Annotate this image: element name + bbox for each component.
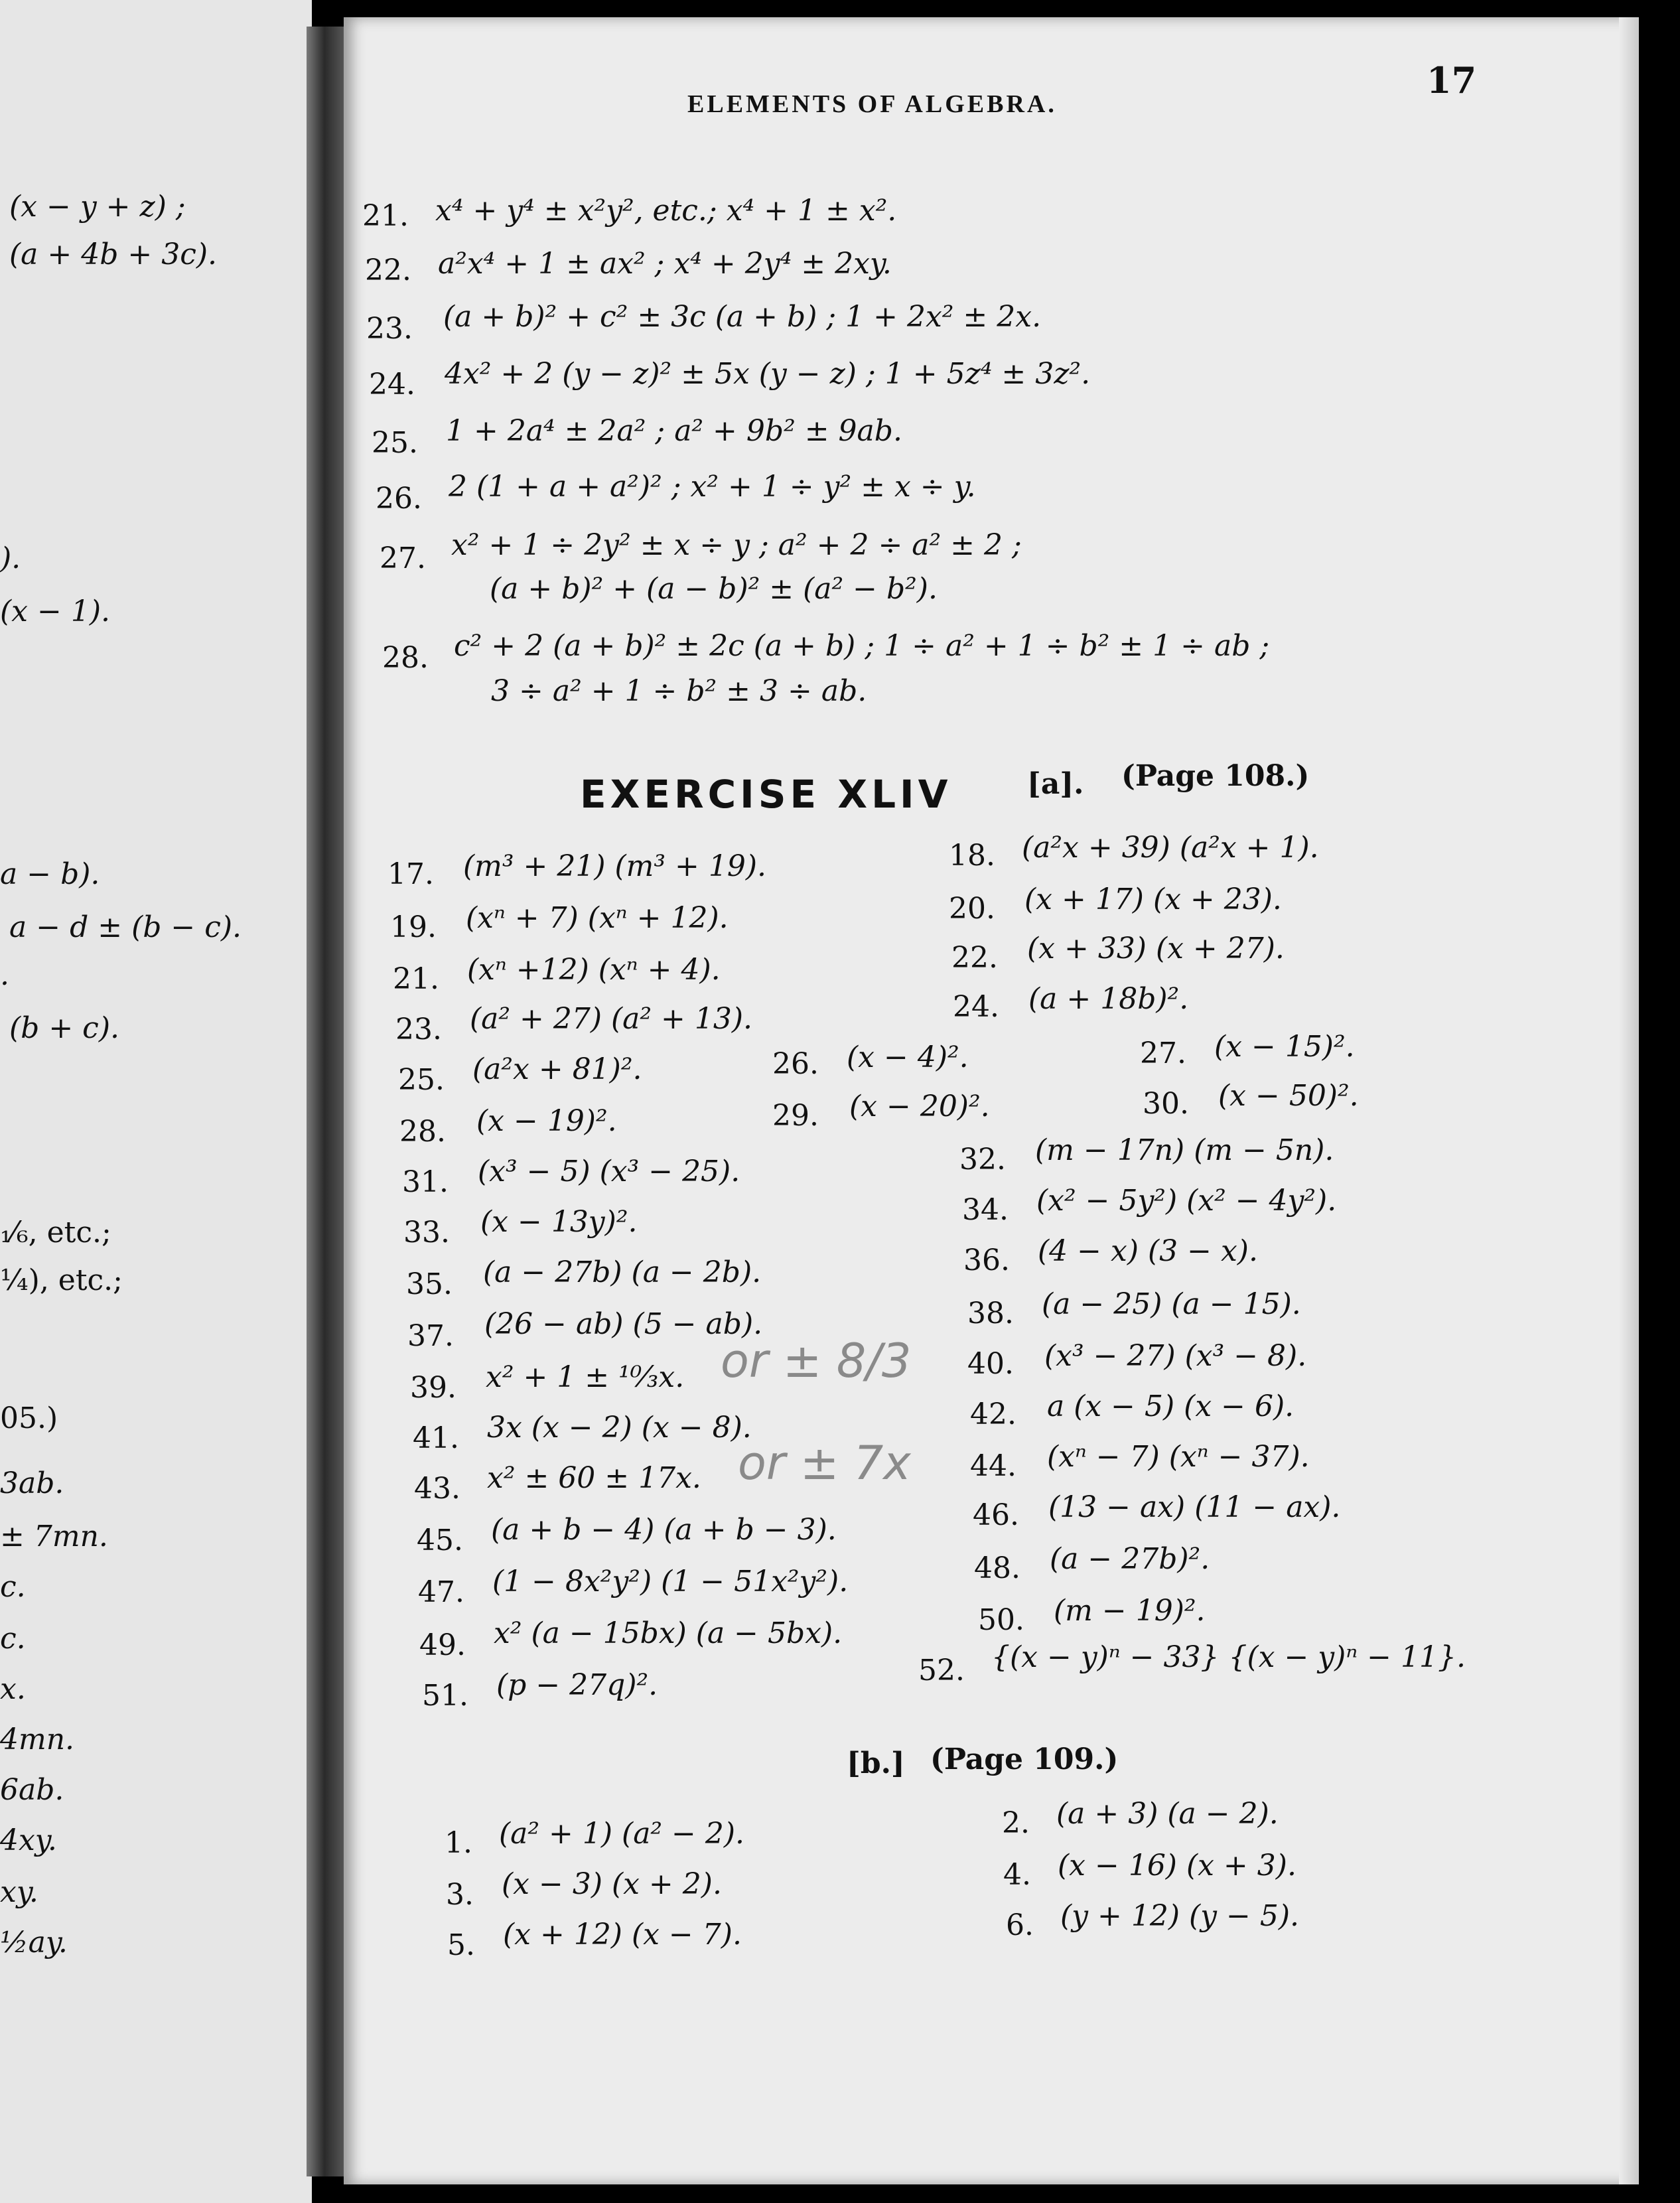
item-number: 4. [1003, 1858, 1031, 1892]
item-number: 20. [949, 892, 995, 926]
item-expression: (a²x + 81)². [472, 1052, 642, 1086]
item-expression: (x − 13y)². [480, 1205, 638, 1239]
left-line: (b + c). [9, 1011, 119, 1045]
item-number: 2. [1002, 1806, 1030, 1840]
exercise-page-ref: (Page 108.) [1121, 759, 1310, 793]
item-expression: (a² + 27) (a² + 13). [470, 1002, 753, 1036]
left-line: (x − y + z) ; [9, 190, 186, 224]
item-expression: (x − 20)². [849, 1090, 990, 1123]
item-number: 50. [978, 1603, 1024, 1637]
item-number: 45. [417, 1524, 463, 1557]
left-line: ± 7mn. [0, 1520, 108, 1553]
item-expression: (xⁿ + 7) (xⁿ + 12). [466, 901, 729, 935]
item-expression: x² + 1 ± ¹⁰⁄₃x. [486, 1360, 685, 1394]
item-expression: (a + b)² + c² ± 3c (a + b) ; 1 + 2x² ± 2x. [443, 300, 1042, 334]
left-line: 6ab. [0, 1773, 64, 1807]
item-number: 34. [962, 1193, 1009, 1227]
left-line: 4xy. [0, 1823, 57, 1857]
item-expression: (x − 50)². [1218, 1079, 1359, 1113]
item-expression: (13 − ax) (11 − ax). [1048, 1490, 1341, 1524]
exercise-part: [b.] [847, 1746, 905, 1780]
left-line: 4mn. [0, 1723, 75, 1756]
item-number: 38. [967, 1297, 1014, 1330]
left-line: ). [0, 541, 21, 575]
item-number: 39. [410, 1371, 456, 1405]
left-line: (x − 1). [0, 595, 110, 628]
item-expression: a²x⁴ + 1 ± ax² ; x⁴ + 2y⁴ ± 2xy. [438, 247, 892, 281]
item-expression: x² + 1 ÷ 2y² ± x ÷ y ; a² + 2 ÷ a² ± 2 ; [451, 528, 1022, 562]
item-number: 51. [422, 1679, 468, 1713]
item-number: 27. [380, 541, 426, 575]
item-expression: (m − 19)². [1054, 1594, 1206, 1628]
item-number: 29. [772, 1099, 819, 1133]
item-number: 42. [970, 1397, 1016, 1431]
item-number: 22. [365, 253, 411, 287]
item-expression: 1 + 2a⁴ ± 2a² ; a² + 9b² ± 9ab. [446, 414, 902, 448]
item-expression: (m − 17n) (m − 5n). [1035, 1133, 1334, 1167]
item-number: 33. [403, 1216, 450, 1249]
item-expression: (x + 12) (x − 7). [503, 1918, 742, 1952]
item-expression: 2 (1 + a + a²)² ; x² + 1 ÷ y² ± x ÷ y. [449, 470, 976, 504]
item-expression: (x − 4)². [847, 1040, 969, 1074]
item-number: 37. [407, 1319, 454, 1353]
left-line: ₁⁄₆, etc.; [0, 1216, 111, 1249]
item-expression: x² ± 60 ± 17x. [487, 1461, 701, 1495]
item-number: 3. [446, 1878, 474, 1912]
item-number: 27. [1140, 1036, 1186, 1070]
item-number: 52. [918, 1654, 965, 1687]
item-number: 1. [445, 1826, 472, 1860]
item-number: 28. [382, 641, 429, 675]
item-expression: (x³ − 5) (x³ − 25). [478, 1155, 740, 1188]
item-expression: (a − 27b) (a − 2b). [483, 1255, 762, 1289]
item-number: 22. [951, 941, 998, 975]
item-number: 46. [973, 1498, 1019, 1532]
item-number: 35. [406, 1267, 453, 1301]
item-number: 28. [399, 1115, 446, 1149]
item-number: 49. [419, 1628, 466, 1662]
item-number: 23. [366, 312, 413, 346]
item-expression-continued: (a + b)² + (a − b)² ± (a² − b²). [490, 572, 938, 606]
item-expression: x⁴ + y⁴ ± x²y², etc.; x⁴ + 1 ± x². [435, 194, 897, 228]
item-expression: {(x − y)ⁿ − 33} {(x − y)ⁿ − 11}. [991, 1640, 1466, 1674]
item-number: 48. [974, 1551, 1020, 1585]
item-number: 41. [413, 1421, 459, 1455]
handwritten-note: or ± 8/3 [721, 1334, 912, 1388]
item-expression: (x + 33) (x + 27). [1027, 932, 1285, 965]
left-line: a − d ± (b − c). [9, 910, 242, 944]
left-line: 3ab. [0, 1466, 64, 1500]
item-expression: (x² − 5y²) (x² − 4y²). [1036, 1184, 1337, 1218]
item-expression: 3x (x − 2) (x − 8). [487, 1411, 752, 1445]
item-expression: x² (a − 15bx) (a − 5bx). [494, 1616, 843, 1650]
item-expression: (p − 27q)². [496, 1668, 658, 1702]
right-page [344, 17, 1638, 2184]
item-number: 36. [963, 1244, 1010, 1277]
item-number: 24. [953, 990, 999, 1024]
item-number: 44. [970, 1449, 1016, 1483]
item-number: 32. [959, 1143, 1006, 1176]
item-expression: (26 − ab) (5 − ab). [484, 1307, 763, 1341]
item-expression: (x³ − 27) (x³ − 8). [1044, 1339, 1307, 1373]
exercise-part: [a]. [1027, 767, 1084, 801]
item-number: 5. [447, 1928, 475, 1962]
item-expression: (a + 18b)². [1028, 982, 1189, 1016]
item-expression: (x − 19)². [476, 1104, 617, 1138]
item-expression: (a + b − 4) (a + b − 3). [491, 1513, 837, 1547]
item-expression: (a + 3) (a − 2). [1056, 1797, 1279, 1831]
item-expression: c² + 2 (a + b)² ± 2c (a + b) ; 1 ÷ a² + 1 ÷ b² ± 1 ÷ ab ; [454, 629, 1270, 663]
book-gutter [307, 27, 346, 2176]
item-number: 40. [967, 1347, 1014, 1381]
item-number: 19. [390, 910, 437, 944]
left-line: ¼), etc.; [0, 1263, 123, 1297]
item-number: 24. [369, 368, 415, 401]
exercise-page-ref: (Page 109.) [930, 1742, 1119, 1776]
exercise-heading: EXERCISE XLIV [580, 772, 952, 817]
left-line: (a + 4b + 3c). [9, 238, 218, 271]
item-number: 31. [402, 1165, 449, 1199]
item-number: 18. [949, 839, 995, 873]
item-expression: (4 − x) (3 − x). [1038, 1234, 1258, 1268]
left-line: a − b). [0, 857, 100, 891]
left-line: c. [0, 1570, 26, 1604]
item-expression: (a² + 1) (a² − 2). [499, 1817, 745, 1851]
item-expression: (a − 27b)². [1050, 1542, 1210, 1576]
item-expression: (x − 3) (x + 2). [502, 1867, 722, 1901]
page-number: 17 [1427, 59, 1477, 102]
item-number: 21. [362, 199, 409, 233]
item-expression: (xⁿ +12) (xⁿ + 4). [467, 953, 721, 987]
item-number: 6. [1006, 1908, 1034, 1942]
item-number: 26. [376, 482, 422, 516]
item-expression: 4x² + 2 (y − z)² ± 5x (y − z) ; 1 + 5z⁴ ± 3z². [445, 357, 1091, 391]
item-number: 25. [398, 1063, 445, 1097]
left-line: x. [0, 1672, 26, 1706]
left-line: . [0, 958, 9, 992]
item-number: 25. [372, 426, 418, 460]
item-number: 43. [414, 1472, 460, 1506]
item-expression-continued: 3 ÷ a² + 1 ÷ b² ± 3 ÷ ab. [491, 674, 867, 708]
item-expression: (a²x + 39) (a²x + 1). [1022, 831, 1319, 865]
handwritten-note: or ± 7x [738, 1436, 911, 1490]
left-line: 05.) [0, 1401, 58, 1435]
item-expression: a (x − 5) (x − 6). [1047, 1389, 1295, 1423]
item-expression: (a − 25) (a − 15). [1042, 1287, 1301, 1321]
page-edge [1619, 17, 1639, 2184]
item-expression: (x − 16) (x + 3). [1058, 1849, 1296, 1883]
item-number: 23. [395, 1013, 442, 1046]
left-page [0, 0, 312, 2203]
running-head: ELEMENTS OF ALGEBRA. [687, 90, 1057, 118]
item-number: 21. [393, 962, 439, 996]
item-number: 30. [1143, 1087, 1189, 1121]
left-line: xy. [0, 1875, 38, 1909]
item-number: 17. [387, 857, 434, 891]
item-number: 26. [772, 1047, 819, 1081]
item-expression: (1 − 8x²y²) (1 − 51x²y²). [492, 1565, 849, 1599]
item-expression: (m³ + 21) (m³ + 19). [463, 849, 767, 883]
item-expression: (x − 15)². [1214, 1030, 1355, 1064]
left-line: c. [0, 1622, 26, 1656]
item-expression: (y + 12) (y − 5). [1060, 1899, 1300, 1933]
left-line: ½ay. [0, 1926, 68, 1959]
item-number: 47. [418, 1575, 464, 1609]
item-expression: (x + 17) (x + 23). [1024, 883, 1282, 916]
item-expression: (xⁿ − 7) (xⁿ − 37). [1047, 1440, 1310, 1474]
